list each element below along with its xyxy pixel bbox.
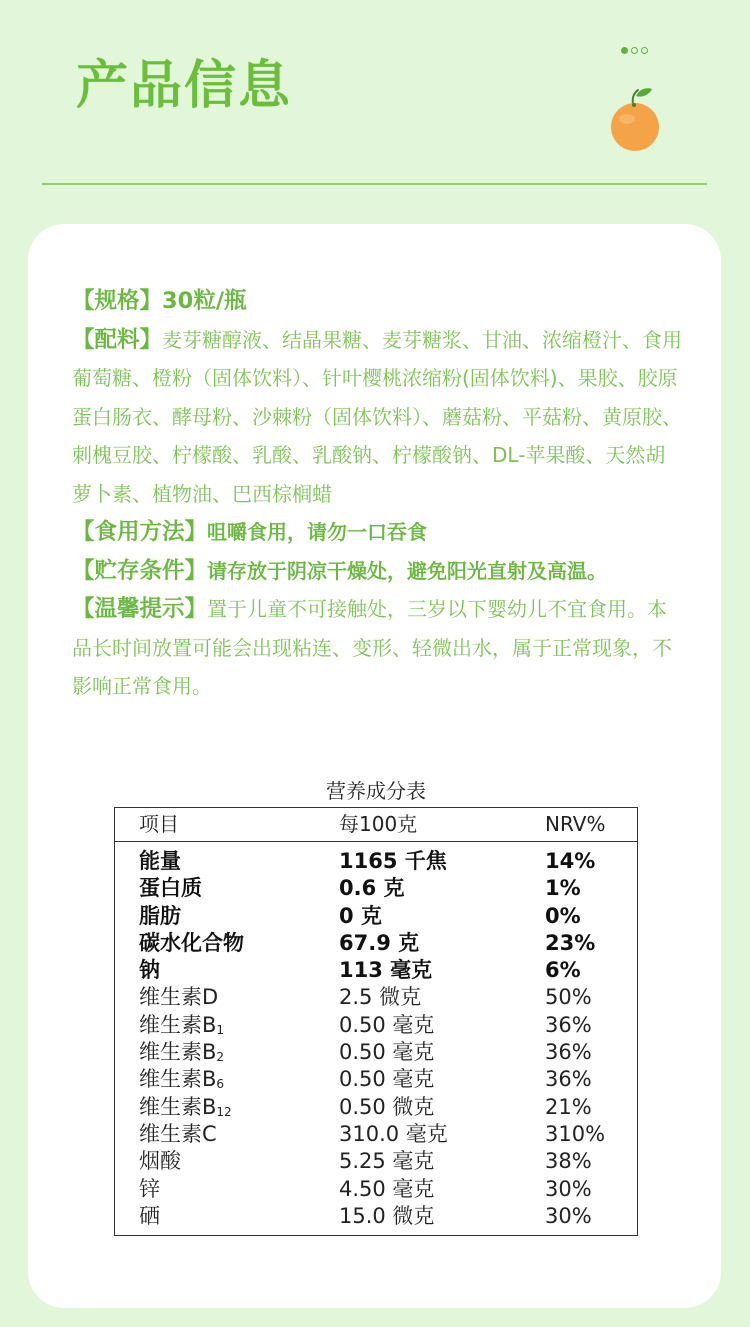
table-row: [115, 875, 637, 902]
table-row: [115, 984, 637, 1011]
row-amount: 2.5 微克: [339, 985, 422, 1010]
table-row: [115, 1012, 637, 1039]
row-item: 烟酸: [139, 1149, 181, 1174]
row-item: 硒: [139, 1203, 160, 1228]
table-row: [115, 1066, 637, 1093]
row-item: 蛋白质: [139, 876, 202, 901]
header-item: 项目: [139, 812, 179, 836]
row-amount: 0.50 毫克: [339, 1012, 435, 1037]
table-row: [115, 1121, 637, 1148]
row-amount: 113 毫克: [339, 958, 433, 983]
table-row: [115, 903, 637, 930]
storage-value: 请存放于阴凉干燥处，避免阳光直射及高温。: [207, 558, 608, 583]
table-row: [115, 848, 637, 875]
row-nrv: 1%: [545, 876, 581, 901]
row-amount: 0.50 毫克: [339, 1067, 435, 1092]
spec-line: [72, 282, 682, 321]
row-nrv: 36%: [545, 1040, 592, 1065]
row-nrv: 30%: [545, 1176, 592, 1201]
row-item: 能量: [139, 849, 181, 873]
nutrition-table-header: [115, 808, 637, 842]
row-item: 维生素$B_2$: [139, 1040, 225, 1065]
row-amount: 0.50 毫克: [339, 1040, 435, 1065]
ingredients-value: 麦芽糖醇液、结晶果糖、麦芽糖浆、甘油、浓缩橙汁、食用葡萄糖、橙粉（固体饮料）、针叶樱桃浓缩粉(固体饮料)、果胶、胶原蛋白肠衣、酵母粉、沙棘粉（固体饮料）、蘑菇粉、平菇粉、黄原胶、刺槐豆胶、柠檬酸、乳酸、乳酸钠、柠檬酸钠、DL-苹果酸、天然胡萝卜素、植物油、巴西棕榈蜡: [72, 327, 683, 506]
row-item: 维生素$B_1$: [139, 1012, 225, 1037]
table-row: [115, 930, 637, 957]
ingredients-line: [72, 321, 682, 514]
row-nrv: 36%: [545, 1012, 592, 1037]
table-row: [115, 1094, 637, 1121]
product-info: [72, 282, 682, 706]
usage-label: 【食用方法】: [72, 519, 208, 545]
ingredients-label: 【配料】: [72, 326, 163, 353]
nutrition-table: [114, 807, 638, 1236]
row-item: 碳水化合物: [139, 930, 244, 955]
row-item: 脂肪: [139, 903, 181, 928]
pagination-dot-active: [621, 47, 628, 54]
row-amount: 4.50 毫克: [339, 1176, 435, 1201]
pagination-dots-icon: [621, 47, 648, 54]
row-item: 维生素D: [139, 985, 219, 1010]
pagination-dot: [631, 47, 638, 54]
table-row: [115, 1203, 637, 1230]
row-amount: 5.25 毫克: [339, 1149, 435, 1174]
row-nrv: 21%: [545, 1094, 592, 1119]
row-nrv: 50%: [545, 985, 592, 1010]
row-nrv: 36%: [545, 1067, 592, 1092]
pagination-dot: [641, 47, 648, 54]
row-nrv: 6%: [545, 958, 581, 983]
row-item: 钠: [139, 958, 160, 983]
spec-label: 【规格】: [72, 288, 163, 314]
row-nrv: 38%: [545, 1149, 592, 1174]
info-card: [28, 224, 721, 1308]
tips-line: [72, 590, 682, 706]
table-row: [115, 1176, 637, 1203]
row-nrv: 310%: [545, 1121, 606, 1146]
row-nrv: 14%: [545, 849, 596, 873]
row-item: 维生素C: [139, 1121, 217, 1146]
row-nrv: 23%: [545, 930, 596, 955]
row-item: 维生素$B_6$: [139, 1067, 225, 1092]
header-divider: [42, 183, 707, 185]
header-per-100g: 每100克: [339, 812, 418, 836]
usage-line: [72, 513, 682, 552]
row-amount: 0 克: [339, 903, 382, 928]
table-row: [115, 1039, 637, 1066]
row-item: 维生素$B_{12}$: [139, 1094, 232, 1119]
row-amount: 310.0 毫克: [339, 1121, 448, 1146]
header-nrv: NRV%: [545, 812, 606, 836]
nutrition-table-title: 营养成分表: [326, 779, 426, 803]
row-amount: 67.9 克: [339, 930, 420, 955]
tips-value: 置于儿童不可接触处，三岁以下婴幼儿不宜食用。本品长时间放置可能会出现粘连、变形、轻微出水，属于正常现象，不影响正常食用。: [72, 597, 672, 698]
storage-label: 【贮存条件】: [72, 557, 208, 584]
row-nrv: 30%: [545, 1203, 592, 1228]
storage-line: [72, 552, 682, 591]
row-amount: 0.6 克: [339, 876, 405, 901]
orange-fruit-icon: [606, 86, 664, 156]
usage-value: 咀嚼食用，请勿一口吞食: [207, 520, 428, 544]
row-amount: 0.50 微克: [339, 1094, 435, 1119]
page-title: 产品信息: [76, 56, 293, 116]
row-amount: 15.0 微克: [339, 1203, 435, 1228]
tips-label: 【温馨提示】: [72, 596, 208, 622]
spec-value: 30粒/瓶: [162, 288, 247, 314]
table-row: [115, 1148, 637, 1175]
row-amount: 1165 千焦: [339, 849, 447, 873]
row-item: 锌: [139, 1176, 160, 1201]
table-row: [115, 957, 637, 984]
row-nrv: 0%: [545, 903, 581, 928]
nutrition-table-body: [115, 848, 637, 1230]
